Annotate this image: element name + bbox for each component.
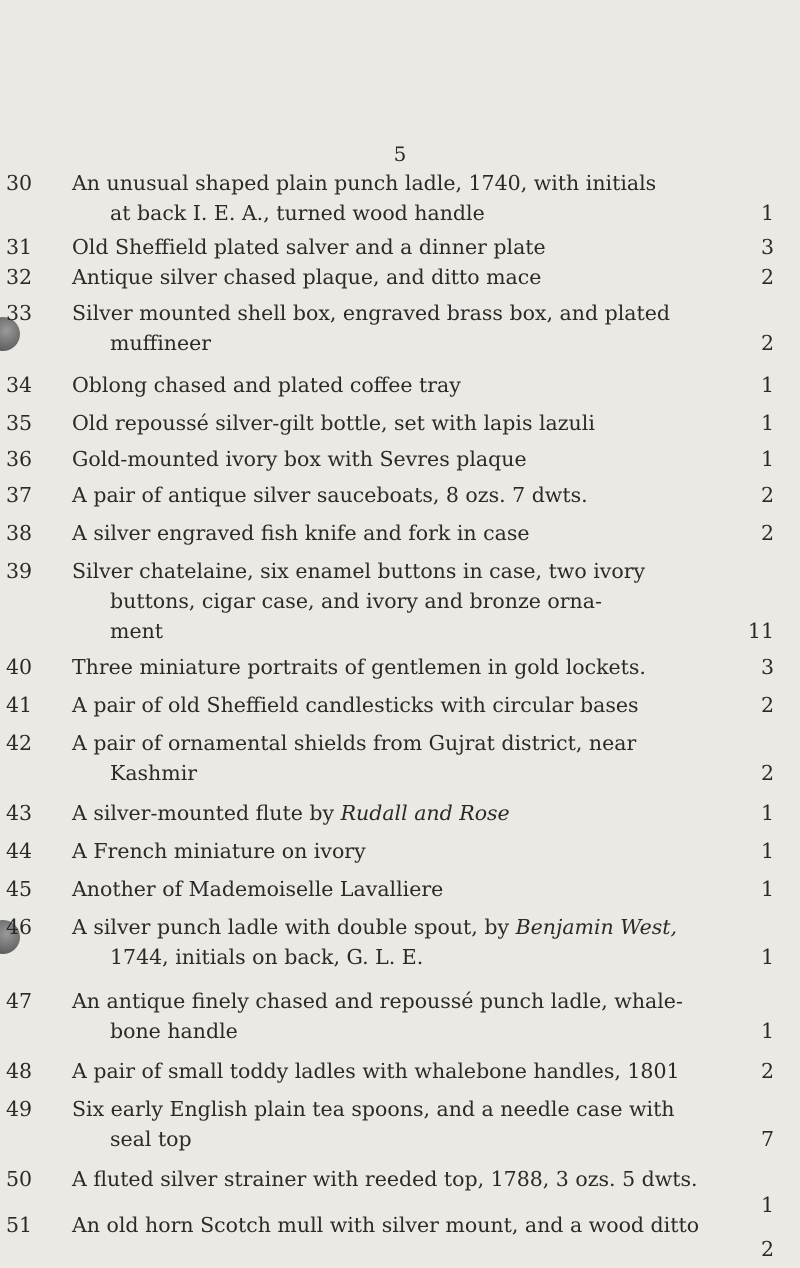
lot-description: Another of Mademoiselle Lavalliere <box>72 877 444 901</box>
lot-number: 50 <box>6 1167 33 1191</box>
lot-description: Three miniature portraits of gentlemen in gold lockets. <box>72 655 646 679</box>
lot-number: 30 <box>6 171 33 195</box>
lot-description: An old horn Scotch mull with silver mount, and a wood ditto <box>72 1213 700 1237</box>
lot-quantity: 2 <box>760 483 774 507</box>
lot-number: 31 <box>6 235 33 259</box>
lot-number: 49 <box>6 1097 33 1121</box>
lot-description: Old repoussé silver-gilt bottle, set with lapis lazuli <box>72 411 595 435</box>
lot-number: 45 <box>6 877 33 901</box>
lot-number: 41 <box>6 693 33 717</box>
lot-description: Antique silver chased plaque, and ditto mace <box>72 265 542 289</box>
lot-number: 35 <box>6 411 33 435</box>
lot-description: A silver punch ladle with double spout, by Benjamin West, 1744, initials on back, G. L. E. <box>72 915 678 969</box>
lot-quantity: 1 <box>760 201 774 225</box>
lot-number: 47 <box>6 989 33 1013</box>
lot-quantity: 3 <box>760 655 774 679</box>
lot-number: 40 <box>6 655 33 679</box>
lot-quantity: 1 <box>760 373 774 397</box>
lot-quantity: 2 <box>760 331 774 355</box>
lot-description: An antique finely chased and repoussé punch ladle, whale- bone handle <box>72 989 683 1043</box>
lot-number: 43 <box>6 801 33 825</box>
lot-quantity: 1 <box>760 839 774 863</box>
lot-number: 36 <box>6 447 33 471</box>
lot-number: 44 <box>6 839 33 863</box>
lot-description: A pair of ornamental shields from Gujrat district, near Kashmir <box>72 731 637 785</box>
lot-quantity: 1 <box>760 447 774 471</box>
lot-description: An unusual shaped plain punch ladle, 1740, with initials at back I. E. A., turned wood handle <box>72 171 657 225</box>
lot-description: A fluted silver strainer with reeded top, 1788, 3 ozs. 5 dwts. <box>72 1167 698 1191</box>
lot-quantity: 2 <box>760 1237 774 1261</box>
lot-description: Oblong chased and plated coffee tray <box>72 373 461 397</box>
lot-quantity: 1 <box>760 801 774 825</box>
lot-description: Silver chatelaine, six enamel buttons in case, two ivory buttons, cigar case, and ivory and bronze orna- ment <box>72 559 646 643</box>
lot-description: A silver-mounted flute by Rudall and Rose <box>72 801 510 825</box>
lot-number: 39 <box>6 559 33 583</box>
lot-number: 32 <box>6 265 33 289</box>
lot-number: 37 <box>6 483 33 507</box>
lot-description: Silver mounted shell box, engraved brass box, and plated muffineer <box>72 301 670 355</box>
lot-quantity: 2 <box>760 1059 774 1083</box>
lot-quantity: 2 <box>760 521 774 545</box>
lot-description: A French miniature on ivory <box>72 839 366 863</box>
lot-quantity: 2 <box>760 265 774 289</box>
lot-number: 33 <box>6 301 33 325</box>
lot-quantity: 3 <box>760 235 774 259</box>
lot-description: A pair of old Sheffield candlesticks with circular bases <box>72 693 639 717</box>
lot-quantity: 2 <box>760 693 774 717</box>
lot-number: 38 <box>6 521 33 545</box>
lot-description: A pair of antique silver sauceboats, 8 ozs. 7 dwts. <box>72 483 588 507</box>
lot-number: 42 <box>6 731 33 755</box>
lot-description: Old Sheffield plated salver and a dinner plate <box>72 235 546 259</box>
lot-number: 48 <box>6 1059 33 1083</box>
lot-number: 46 <box>6 915 33 939</box>
lot-number: 51 <box>6 1213 33 1237</box>
lot-quantity: 11 <box>747 619 774 643</box>
lot-quantity: 1 <box>760 1019 774 1043</box>
page-number: 5 <box>393 142 407 166</box>
lot-description: Gold-mounted ivory box with Sevres plaque <box>72 447 527 471</box>
lot-description: A pair of small toddy ladles with whalebone handles, 1801 <box>72 1059 680 1083</box>
lot-quantity: 1 <box>760 411 774 435</box>
lot-quantity: 2 <box>760 761 774 785</box>
lot-description: A silver engraved fish knife and fork in case <box>72 521 530 545</box>
lot-description: Six early English plain tea spoons, and a needle case with seal top <box>72 1097 675 1151</box>
lot-quantity: 1 <box>760 1193 774 1217</box>
lot-quantity: 1 <box>760 877 774 901</box>
lot-quantity: 1 <box>760 945 774 969</box>
lot-quantity: 7 <box>760 1127 774 1151</box>
lot-number: 34 <box>6 373 33 397</box>
